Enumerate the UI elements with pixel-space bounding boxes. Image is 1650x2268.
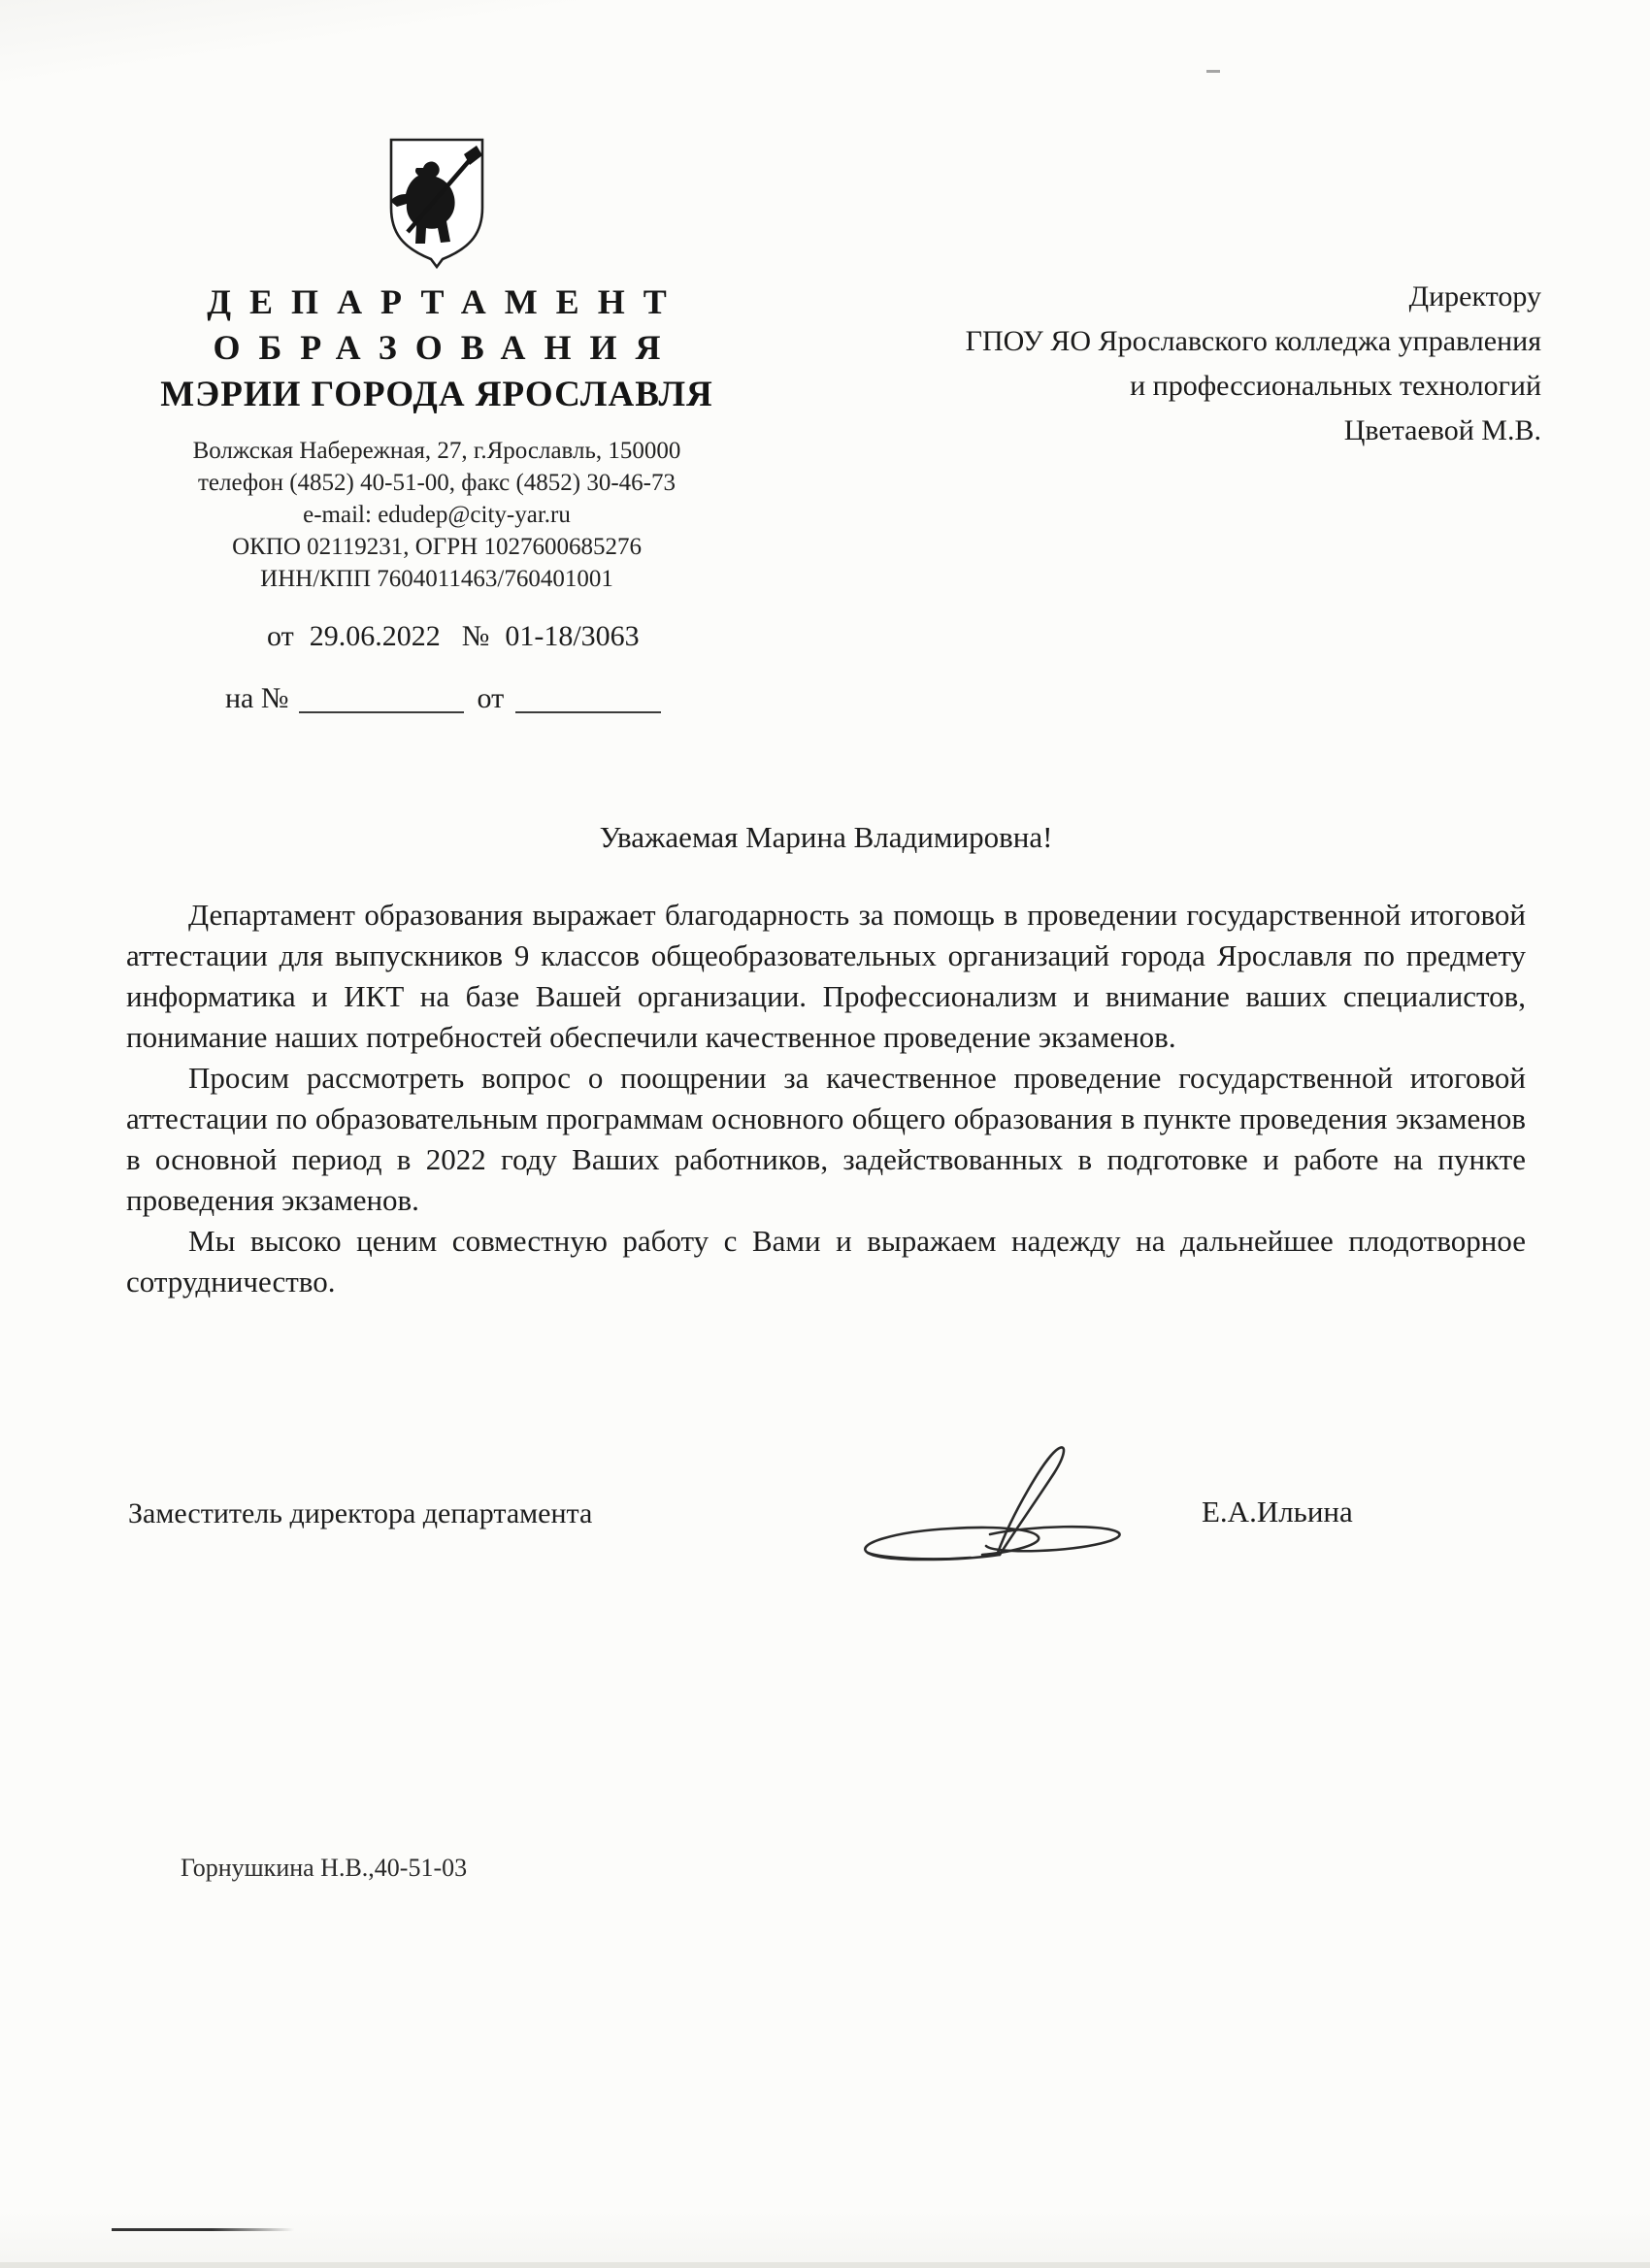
address-line: ИНН/КПП 7604011463/760401001 xyxy=(260,566,613,592)
recipient-org-line: ГПОУ ЯО Ярославского колледжа управления xyxy=(965,325,1541,357)
outgoing-number-sign: № xyxy=(461,620,490,652)
address-line: e-mail: edudep@city-yar.ru xyxy=(303,502,571,528)
outgoing-number: 01-18/3063 xyxy=(505,620,640,652)
address-line: ОКПО 02119231, ОГРН 1027600685276 xyxy=(232,534,642,560)
signatory-position: Заместитель директора департамента xyxy=(128,1497,593,1529)
recipient-block xyxy=(966,275,1541,453)
incoming-prefix: на № xyxy=(225,682,289,714)
org-name-line2: ОБРАЗОВАНИЯ xyxy=(213,328,679,367)
letter-body xyxy=(126,895,1526,1302)
incoming-reference-line xyxy=(136,682,738,715)
outgoing-number-line xyxy=(136,620,738,653)
recipient-org-line: и профессиональных технологий xyxy=(1130,370,1541,402)
scan-bottom-edge xyxy=(0,2262,1650,2268)
yaroslavl-coat-of-arms-icon xyxy=(383,134,490,270)
executor-contact: Горнушкина Н.В.,40-51-03 xyxy=(181,1854,468,1882)
address-line: Волжская Набережная, 27, г.Ярославль, 150000 xyxy=(192,438,681,464)
scan-speck xyxy=(1206,70,1220,73)
recipient-title: Директору xyxy=(1408,280,1541,312)
address-block xyxy=(136,435,738,595)
salutation: Уважаемая Марина Владимировна! xyxy=(599,820,1053,854)
outgoing-prefix: от xyxy=(267,620,294,652)
outgoing-date: 29.06.2022 xyxy=(309,620,441,652)
org-name-line3: МЭРИИ ГОРОДА ЯРОСЛАВЛЯ xyxy=(160,375,713,414)
recipient-person: Цветаевой М.В. xyxy=(1343,414,1541,446)
letterhead xyxy=(136,134,738,715)
body-paragraph: Мы высоко ценим совместную работу с Вами и выражаем надежду на дальнейшее плодотворное сотрудничество. xyxy=(126,1224,1526,1298)
address-line: телефон (4852) 40-51-00, факс (4852) 30-46-73 xyxy=(198,470,676,496)
body-paragraph: Департамент образования выражает благодарность за помощь в проведении государственной итоговой аттестации для выпускников 9 классов общеобразовательных организаций города Ярославля по предмету информатика и ИКТ на базе Вашей организации. Профессионализм и внимание ваших специалистов, понимание наших потребностей обеспечили качественное проведение экзаменов. xyxy=(126,898,1526,1054)
incoming-number-blank xyxy=(299,682,464,713)
signature-row xyxy=(126,1427,1526,1592)
incoming-middle: от xyxy=(477,682,505,714)
signatory-name: Е.А.Ильина xyxy=(1202,1495,1353,1528)
body-paragraph: Просим рассмотреть вопрос о поощрении за качественное проведение государственной итоговой аттестации по образовательным программам основного общего образования в пункте проведения экзаменов в основной период в 2022 году Ваших работников, задействованных в подготовке и работе на пункте проведения экзаменов. xyxy=(126,1061,1526,1217)
scan-bottom-mark xyxy=(112,2228,294,2231)
handwritten-signature-icon xyxy=(844,1434,1165,1565)
org-name-line1: ДЕПАРТАМЕНТ xyxy=(207,282,685,321)
incoming-date-blank xyxy=(515,682,661,713)
